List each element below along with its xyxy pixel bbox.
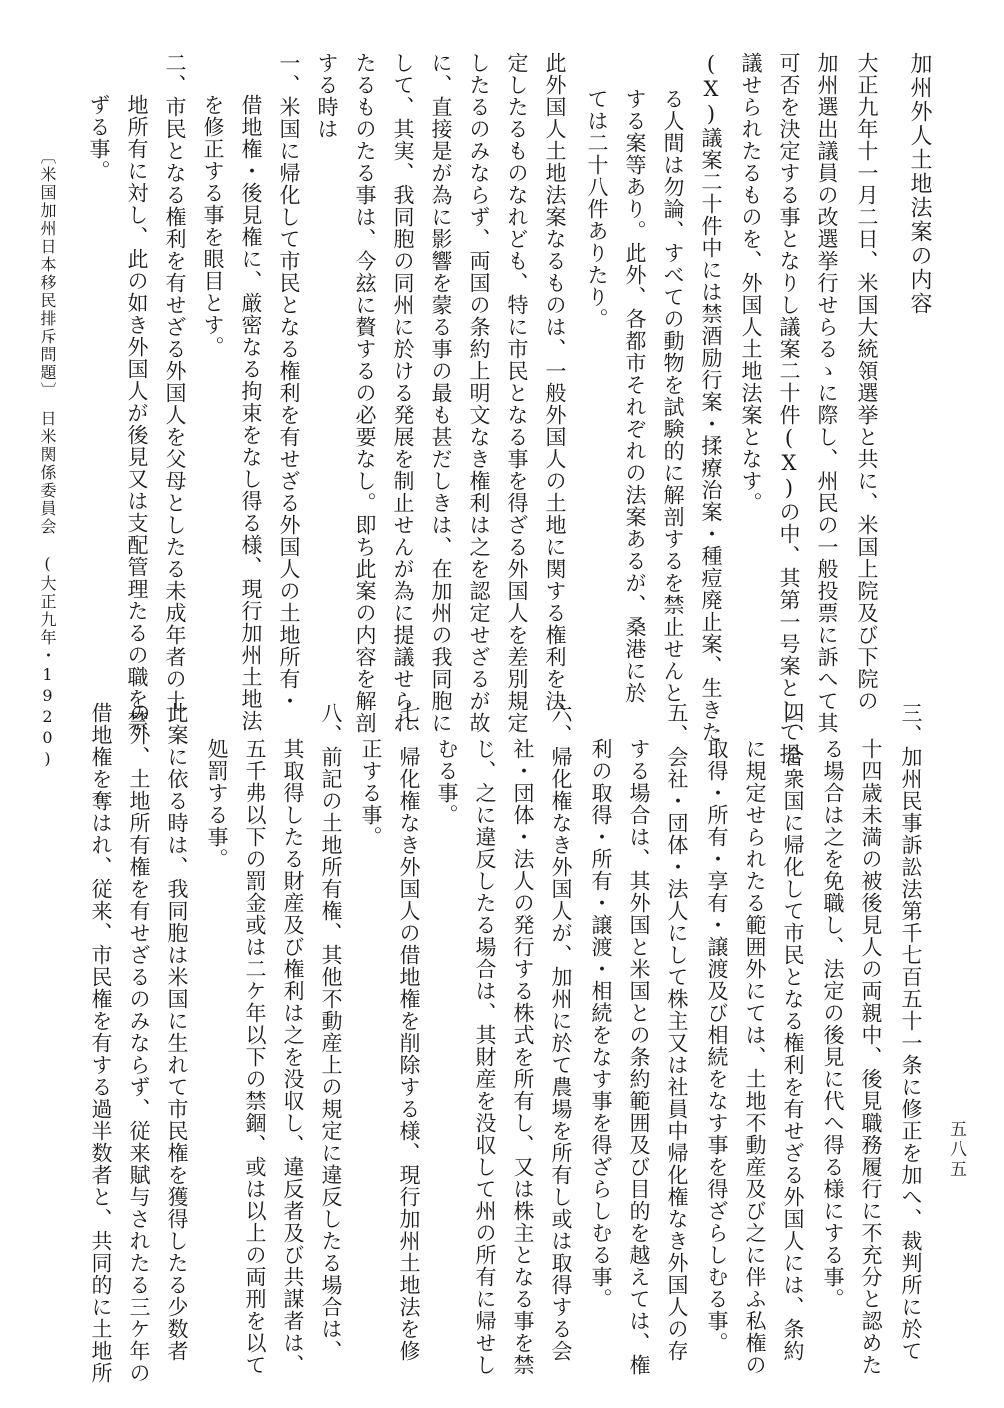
text-column: を修正する事を眼目とす。 [201,94,225,358]
text-column: 大正九年十一月二日、米国大統領選挙と共に、米国上院及び下院の [855,52,879,712]
list-item: 三、加州民事訴訟法第千七百五十一条に修正を加へ、裁判所に於て [899,702,923,1362]
text-column: に規定せられたる範囲外にては、土地不動産及び之に伴ふ私権の [743,738,767,1376]
article-title: 加州外人土地法案の内容 [907,52,932,316]
text-column: 正する事。 [359,738,383,848]
text-column: 議せられたるものを、外国人土地法案となす。 [739,52,763,514]
text-column: する場合は、其外国と米国との条約範囲及び目的を越えては、権 [627,738,651,1376]
text-column: する案等あり。此外、各都市それぞれの法案あるが、桑港に於 [623,88,647,704]
text-column: 処罰する事。 [205,738,229,870]
text-column: 此外国人土地法案なるものは、一般外国人の土地に関する権利を決 [543,52,567,712]
text-column: 五千弗以下の罰金或は二ケ年以下の禁錮、或は以上の両刑を以て [243,738,267,1376]
text-column: 定したるものなれども、特に市民となる事を得ざる外国人を差別規定 [505,52,529,734]
text-column: 其取得したる財産及び権利は之を没収し、違反者及び共謀者は、 [281,738,305,1376]
text-column: むる事。 [435,738,459,826]
text-column: の外、土地所有権を有せざるのみならず、従来賦与されたる三ケ年の [127,702,151,1384]
text-column: ずる事。 [87,94,111,182]
text-column: 利の取得・所有・譲渡・相続をなす事を得ざらしむる事。 [589,738,613,1310]
list-item: 八、前記の土地所有権、其他不動産上の規定に違反したる場合は、 [319,702,343,1362]
list-item: 一、米国に帰化して市民となる権利を有せざる外国人の土地所有・ [277,52,301,712]
text-column: る人間は勿論、すべての動物を試験的に解剖するを禁止せんと [661,88,685,704]
list-item: 七、帰化権なき外国人の借地権を削除する様、現行加州土地法を修 [397,702,421,1362]
text-column: 十四歳未満の被後見人の両親中、後見職務履行に不充分と認めた [859,738,883,1376]
text-column: に、直接是が為に影響を蒙る事の最も甚だしきは、在加州の我同胞に [429,52,453,734]
page-number: 五八五 [946,1120,966,1180]
text-column: (Ⅹ)議案二十件中には禁酒励行案・揉療治案・種痘廃止案、生きた [699,52,723,743]
text-column: 加州選出議員の改選挙行せらるゝに際し、州民の一般投票に訴へて其 [815,52,839,734]
text-column: 借地権を奪はれ、従来、市民権を有する過半数者と、共同的に土地所 [89,702,113,1384]
list-item: 四、合衆国に帰化して市民となる権利を有せざる外国人には、条約 [781,702,805,1362]
list-item: 五、会社・団体・法人にして株主又は社員中帰化権なき外国人の存 [665,702,689,1362]
text-column: る場合は之を免職し、法定の後見に代へ得る様にする事。 [821,738,845,1310]
text-column: 此案に依る時は、我同胞は米国に生れて市民権を獲得したる少数者 [165,702,189,1362]
text-column: 取得・所有・享有・譲渡及び相続をなす事を得ざらしむる事。 [705,738,729,1354]
source-footnote: 〔米国加州日本移民排斥問題〕 日米関係委員会 (大正九年・1920) [38,148,57,770]
text-column: 社・団体・法人の発行する株式を所有し、又は株主となる事を禁 [511,738,535,1376]
text-column: 借地権・後見権に、厳密なる拘束をなし得る様、現行加州土地法 [239,94,263,732]
text-column: して、其実、我同胞の同州に於ける発展を制止せんが為に提議せられ [391,52,415,734]
list-item: 二、市民となる権利を有せざる外国人を父母としたる未成年者の土 [163,52,187,712]
text-column: 可否を決定する事となりし議案二十件(Ⅹ)の中、其第一号案として提 [777,52,801,765]
text-column: ては二十八件ありたり。 [585,88,609,330]
text-column: したるのみならず、両国の条約上明文なき権利は之を認定せざるが故 [467,52,491,734]
text-column: する時は [315,52,339,140]
text-column: じ、之に違反したる場合は、其財産を没収して州の所有に帰せし [473,738,497,1376]
text-column: たるものたる事は、今玆に贅するの必要なし。即ち此案の内容を解剖 [353,52,377,734]
list-item: 六、帰化権なき外国人が、加州に於て農場を所有し或は取得する会 [549,702,573,1362]
text-column: 地所有に対し、此の如き外国人が後見又は支配管理たるの職を禁 [125,94,149,732]
